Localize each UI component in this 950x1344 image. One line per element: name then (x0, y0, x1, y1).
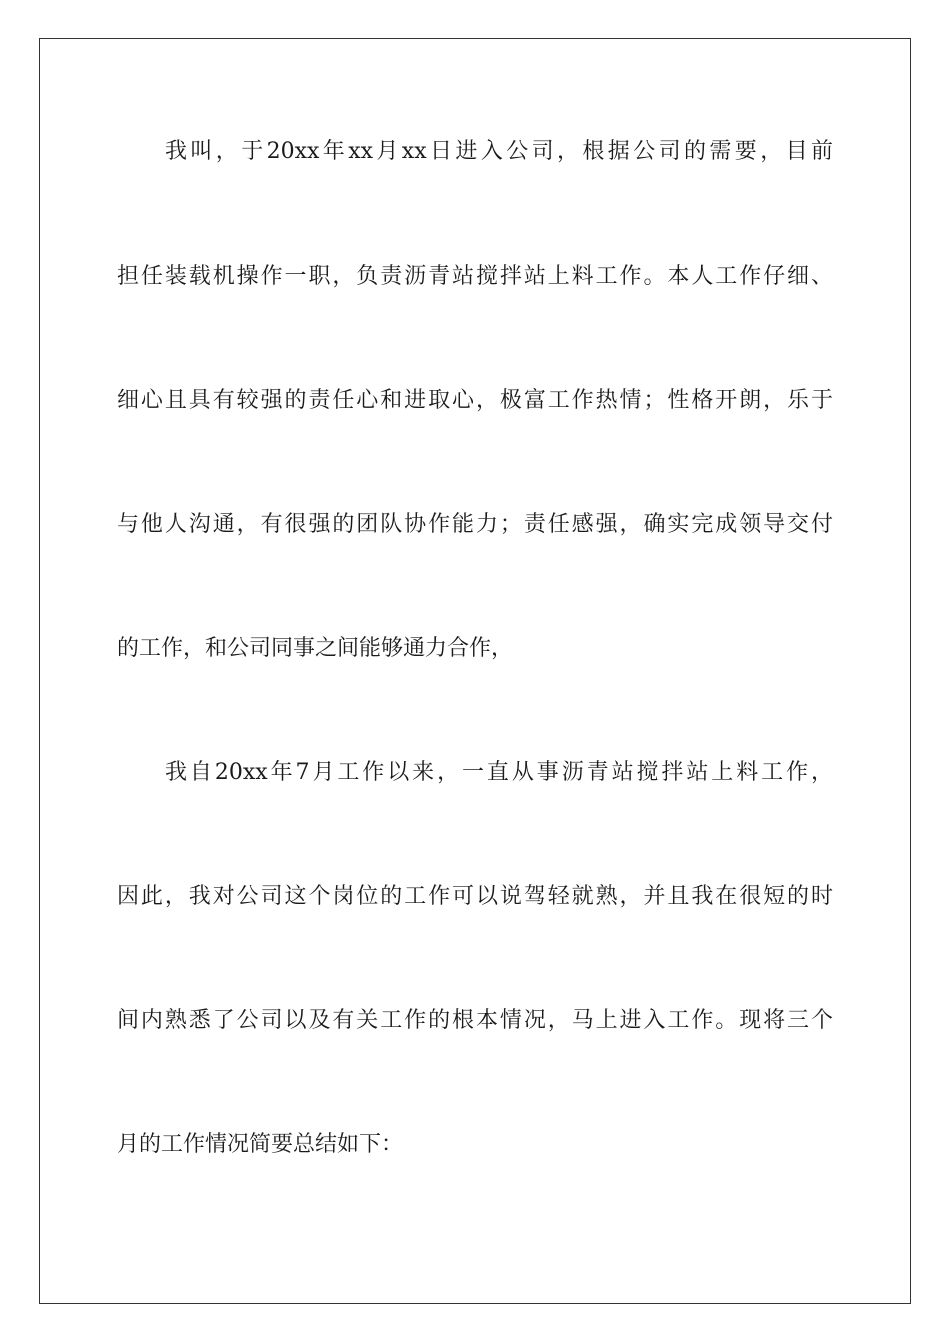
paragraph-1-line-4: 与他人沟通，有很强的团队协作能力；责任感强，确实完成领导交付 (117, 512, 833, 537)
paragraph-1-line-2: 担任装载机操作一职，负责沥青站搅拌站上料工作。本人工作仔细、 (117, 264, 833, 289)
paragraph-2-line-4: 月的工作情况简要总结如下： (117, 1132, 404, 1157)
paragraph-2-line-1: 我自20xx年7月工作以来，一直从事沥青站搅拌站上料工作， (165, 760, 833, 785)
paragraph-2-line-3: 间内熟悉了公司以及有关工作的根本情况，马上进入工作。现将三个 (117, 1008, 833, 1033)
page-border (39, 38, 911, 1304)
paragraph-1-line-1: 我叫，于20xx年xx月xx日进入公司，根据公司的需要，目前 (165, 139, 833, 164)
paragraph-2-line-2: 因此，我对公司这个岗位的工作可以说驾轻就熟，并且我在很短的时 (117, 884, 833, 909)
paragraph-1-line-5: 的工作，和公司同事之间能够通力合作， (117, 636, 514, 661)
paragraph-1-line-3: 细心且具有较强的责任心和进取心，极富工作热情；性格开朗，乐于 (117, 388, 833, 413)
